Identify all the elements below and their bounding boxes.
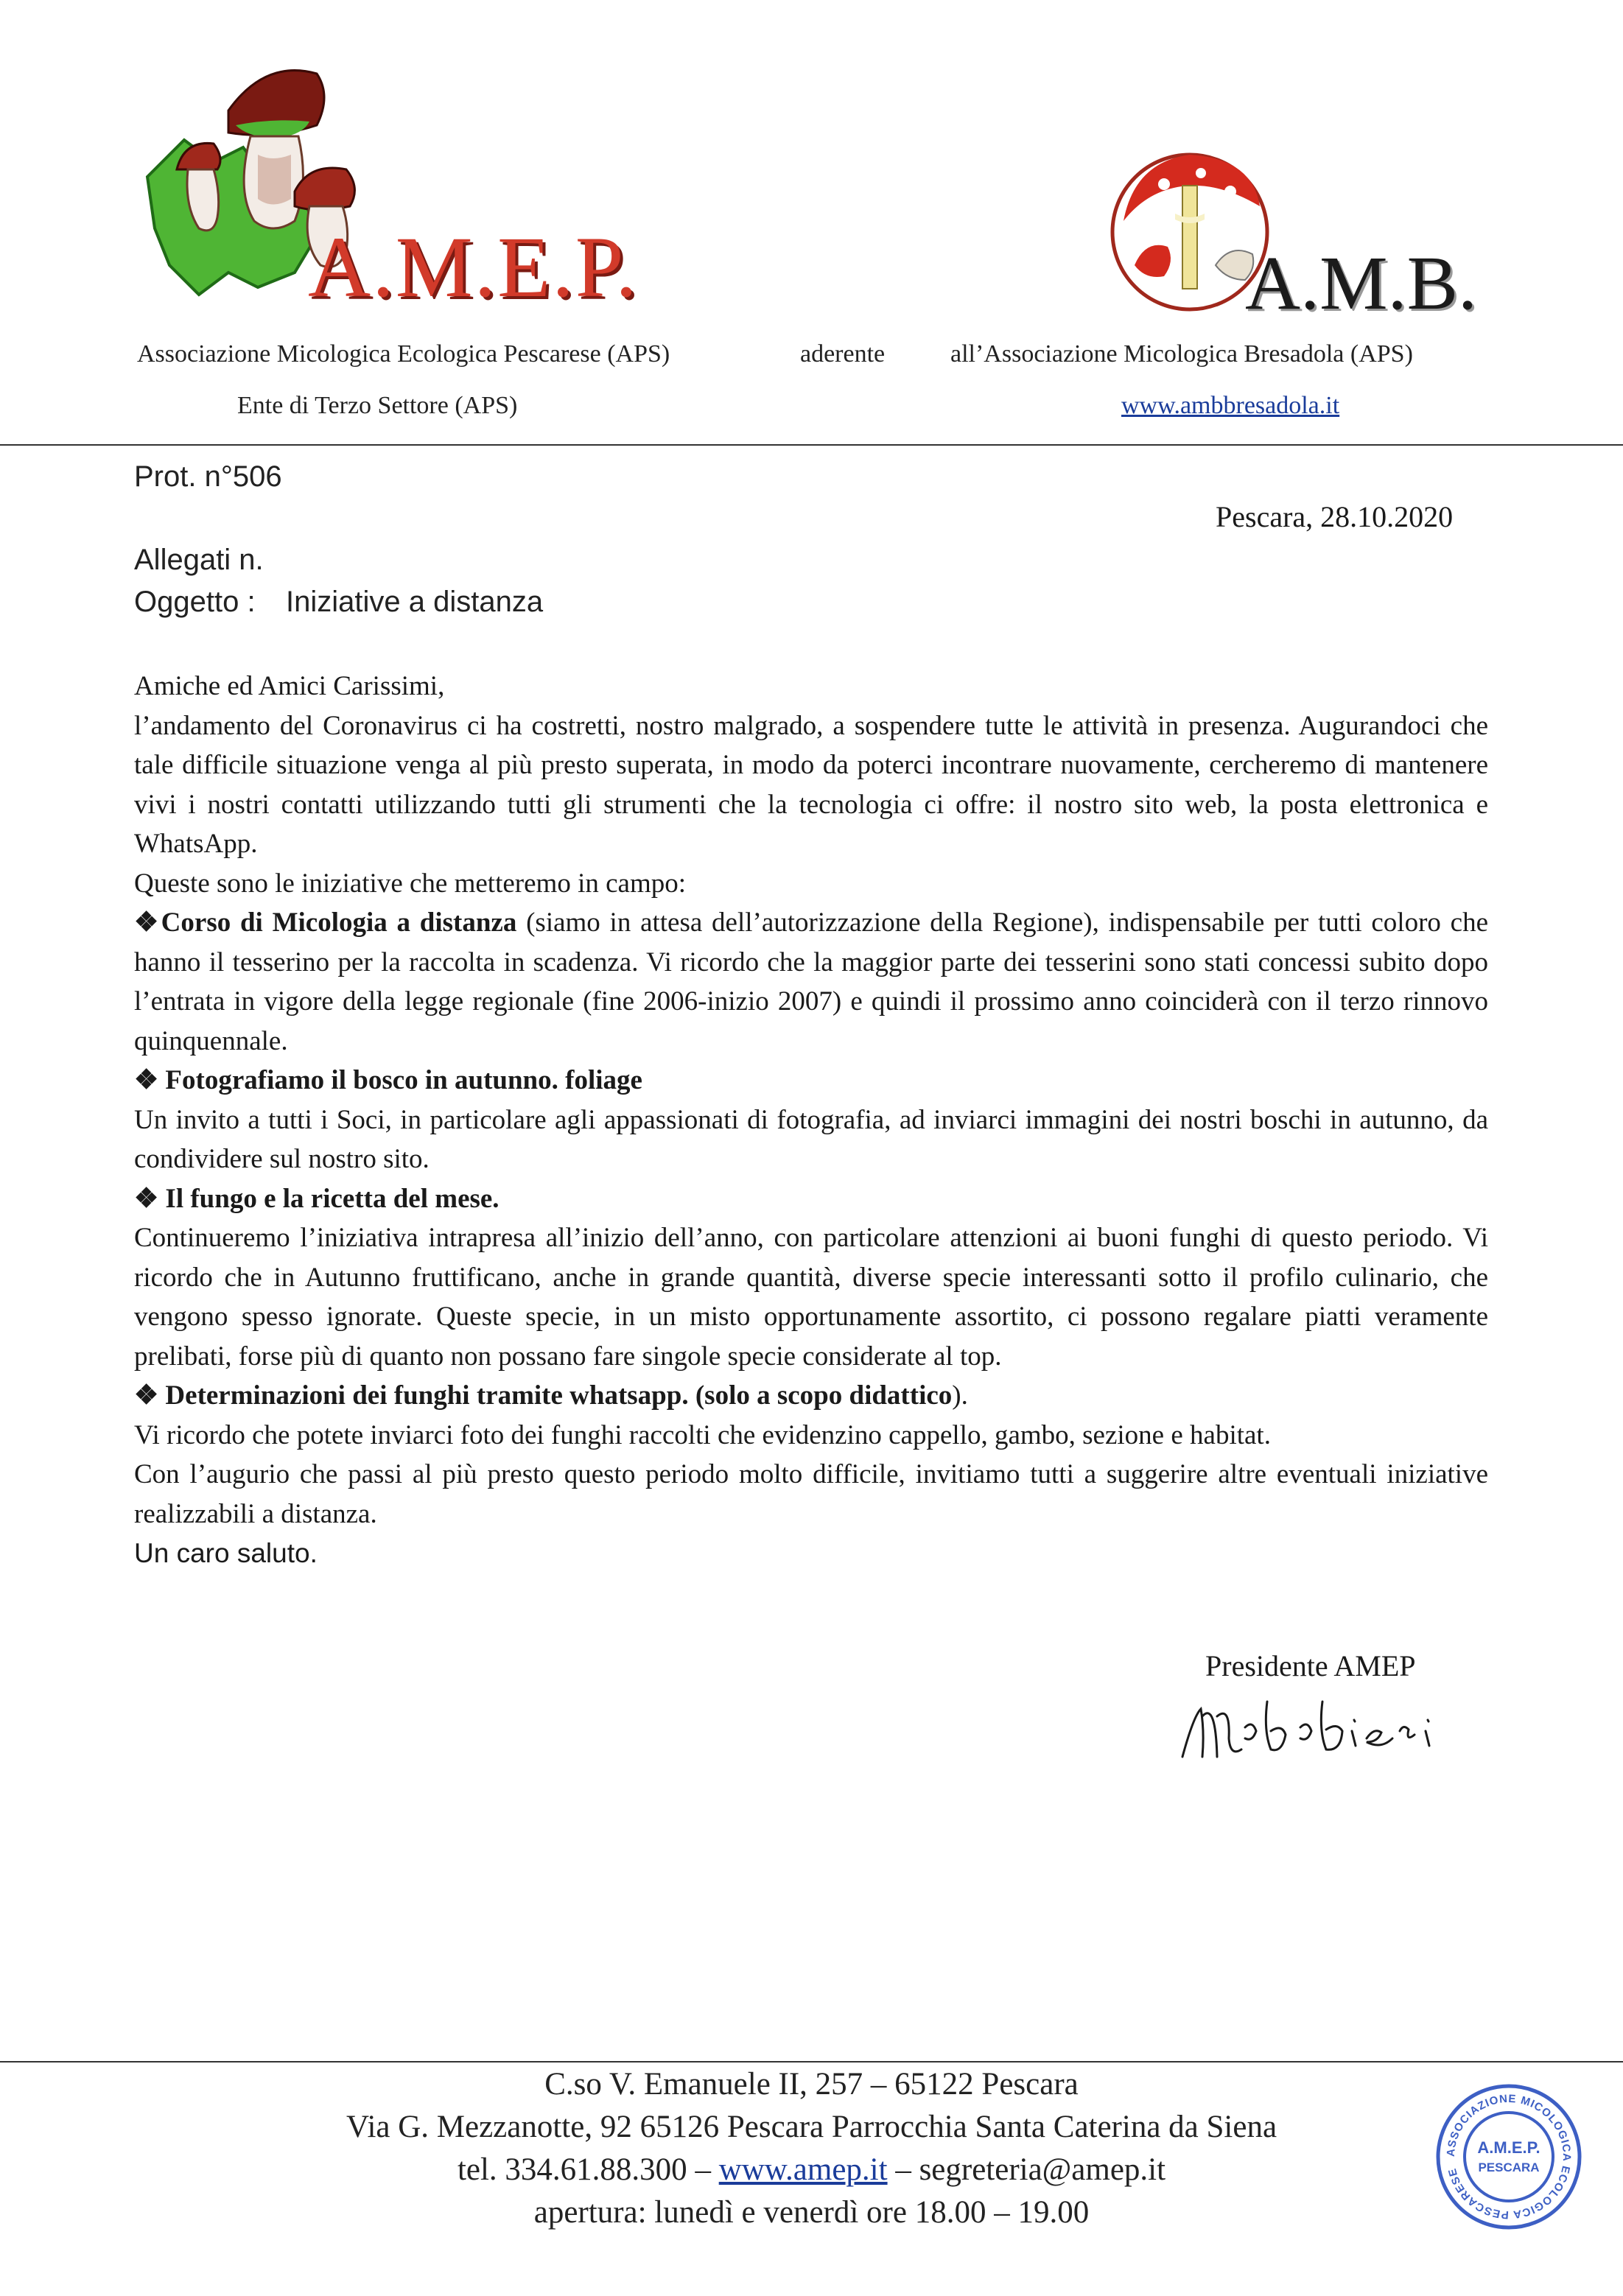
item-4-text: Vi ricordo che potete inviarci foto dei funghi raccolti che evidenzino cappello, gambo, sezione e habitat. <box>134 1419 1271 1450</box>
signature-title: Presidente AMEP <box>1205 1649 1416 1682</box>
stamp-center-text: A.M.E.P. <box>1477 2138 1540 2157</box>
item-3-text: Continueremo l’iniziativa intrapresa all’inizio dell’anno, con particolare attenzioni ai buoni funghi di questo periodo. Vi ricordo che in Autunno fruttificano, anche in grande quantità, diverse specie interessanti sotto il profilo culinario, che vengono spesso ignorate. Queste specie, in un misto opportunamente assortito, ci possono regalare piatti veramente prelibati, forse più di quanto non possano fare singole specie considerate al top. <box>134 1223 1488 1372</box>
footer-email[interactable]: segreteria@amep.it <box>919 2152 1166 2187</box>
amb-full-name: all’Associazione Micologica Bresadola (APS) <box>950 340 1413 368</box>
greeting: Amiche ed Amici Carissimi, <box>134 671 445 701</box>
amep-stamp <box>1435 2083 1582 2230</box>
amb-logo-text: A.M.B. <box>1245 241 1477 326</box>
intro-paragraph: l’andamento del Coronavirus ci ha costretti, nostro malgrado, a sospendere tutte le attività in presenza. Augurandoci che tale difficile situazione venga al più presto superata, in modo da poterci incontrare nuovamente, cercheremo di mantenere vivi i nostri contatti utilizzando tutti gli strumenti che la tecnologia ci offre: il nostro sito web, la posta elettronica e WhatsApp. <box>134 710 1488 859</box>
amep-logo-text: A.M.E.P. <box>308 219 639 315</box>
salutation: Un caro saluto. <box>134 1538 318 1568</box>
footer-opening-hours: apertura: lunedì e venerdì ore 18.00 – 19.00 <box>533 2195 1090 2230</box>
item-1-title: ❖Corso di Micologia a distanza <box>134 907 517 938</box>
item-1-text: (siamo in attesa dell’autorizzazione della Regione), indispensabile per tutti coloro che hanno il tesserino per la raccolta in scadenza. Vi ricordo che la maggior parte dei tesserini sono stati concessi subito dopo l’entrata in vigore della legge regionale (fine 2006-inizio 2007) e quindi il prossimo anno coinciderà con il terzo rinnovo quinquennale. <box>134 907 1488 1056</box>
subject-label: Oggetto : <box>134 586 256 618</box>
stamp-ring-text: ASSOCIAZIONE MICOLOGICA ECOLOGICA PESCARESE <box>1444 2092 1574 2222</box>
header-divider <box>0 444 1623 446</box>
footer-phone: tel. 334.61.88.300 <box>457 2152 687 2187</box>
letter-body <box>134 667 1488 1573</box>
stamp-city: PESCARA <box>1478 2160 1540 2174</box>
place-date: Pescara, 28.10.2020 <box>1216 500 1454 533</box>
footer-website-link[interactable]: www.amep.it <box>718 2152 888 2187</box>
aderente-label: aderente <box>800 340 886 368</box>
attachments-label: Allegati n. <box>134 544 264 576</box>
amep-full-name: Associazione Micologica Ecologica Pescarese (APS) <box>137 340 670 368</box>
item-2-text: Un invito a tutti i Soci, in particolare agli appassionati di fotografia, ad inviarci immagini dei nostri boschi in autunno, da condividere sul nostro sito. <box>134 1104 1488 1174</box>
closing-paragraph: Con l’augurio che passi al più presto questo periodo molto difficile, invitiamo tutti a suggerire altre eventuali iniziative realizzabili a distanza. <box>134 1459 1488 1529</box>
item-1 <box>134 903 1488 1061</box>
footer-address-1: C.so V. Emanuele II, 257 – 65122 Pescara <box>544 2067 1079 2102</box>
footer-address-2: Via G. Mezzanotte, 92 65126 Pescara Parrocchia Santa Caterina da Siena <box>346 2110 1277 2144</box>
initiatives-intro: Queste sono le iniziative che metteremo in campo: <box>134 868 686 899</box>
item-4-title: ❖ Determinazioni dei funghi tramite whatsapp. (solo a scopo didattico). <box>134 1380 968 1411</box>
amep-status: Ente di Terzo Settore (APS) <box>237 392 518 419</box>
footer-contacts: tel. 334.61.88.300 – www.amep.it – segreteria@amep.it <box>457 2152 1166 2187</box>
amb-website-link[interactable]: www.ambbresadola.it <box>1121 392 1340 419</box>
protocol-number: Prot. n°506 <box>134 460 282 493</box>
footer-divider <box>0 2061 1623 2062</box>
handwritten-signature <box>1171 1687 1451 1768</box>
subject-title: Iniziative a distanza <box>286 586 544 618</box>
item-2-title: ❖ Fotografiamo il bosco in autunno. foliage <box>134 1065 642 1095</box>
item-3-title: ❖ Il fungo e la ricetta del mese. <box>134 1183 499 1214</box>
